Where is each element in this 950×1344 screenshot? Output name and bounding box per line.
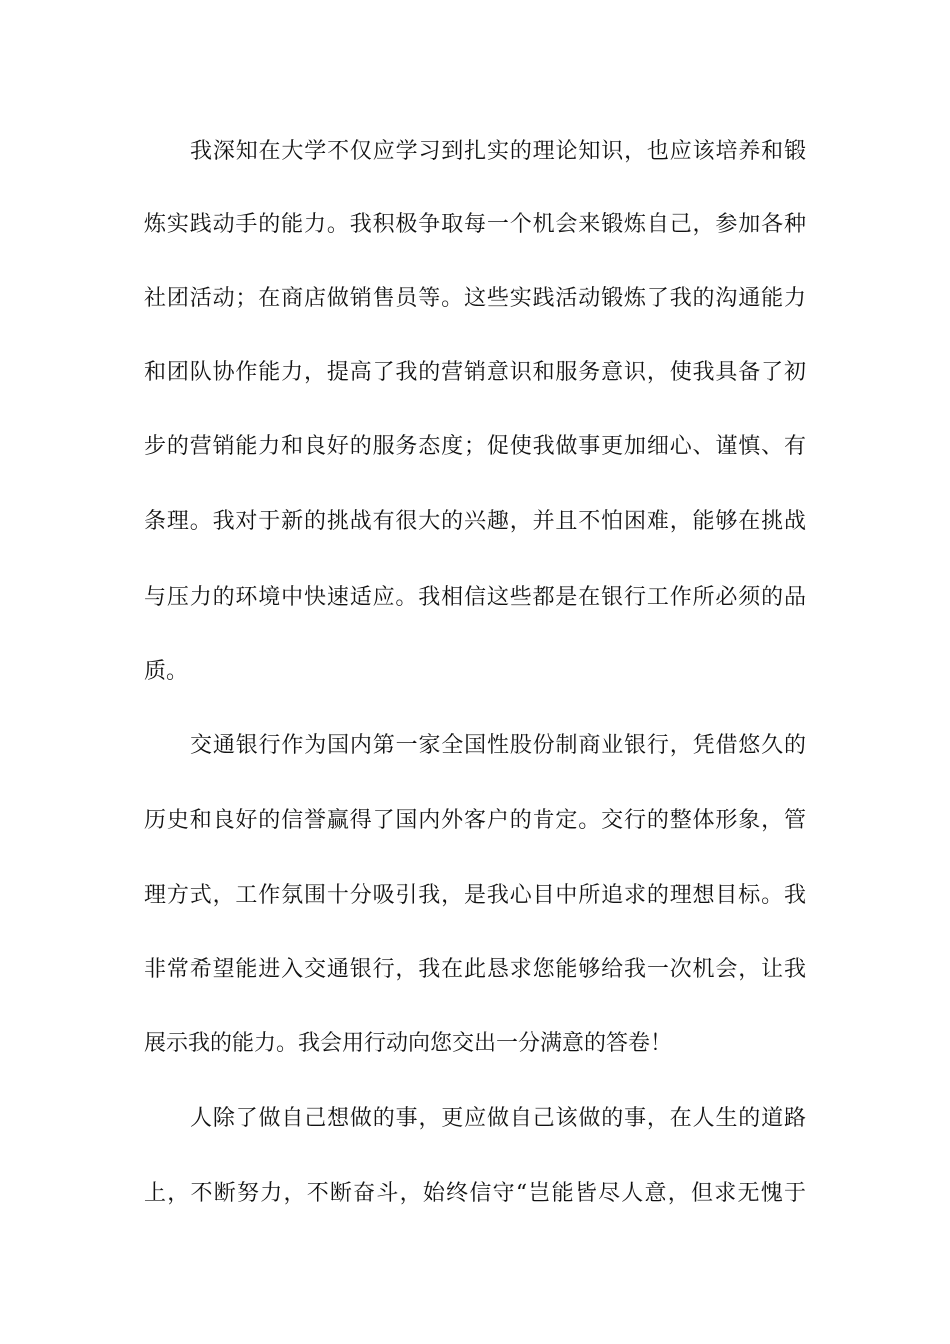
paragraph-1-line-7: 与压力的环境中快速适应。我相信这些都是在银行工作所必须的品 <box>144 585 806 610</box>
paragraph-2-line-1: 交通银行作为国内第一家全国性股份制商业银行，凭借悠久的 <box>190 733 806 758</box>
paragraph-2-line-2: 历史和良好的信誉赢得了国内外客户的肯定。交行的整体形象，管 <box>144 808 806 833</box>
paragraph-1-line-1: 我深知在大学不仅应学习到扎实的理论知识，也应该培养和锻 <box>190 139 806 164</box>
paragraph-1-line-2: 炼实践动手的能力。我积极争取每一个机会来锻炼自己，参加各种 <box>144 212 806 237</box>
paragraph-2-line-3: 理方式，工作氛围十分吸引我，是我心目中所追求的理想目标。我 <box>144 883 806 908</box>
paragraph-1-line-3: 社团活动；在商店做销售员等。这些实践活动锻炼了我的沟通能力 <box>144 286 806 311</box>
paragraph-1-line-8: 质。 <box>144 659 189 684</box>
paragraph-3-line-2: 上，不断努力，不断奋斗，始终信守“岂能皆尽人意，但求无愧于 <box>144 1181 806 1206</box>
paragraph-2-line-4: 非常希望能进入交通银行，我在此恳求您能够给我一次机会，让我 <box>144 957 806 982</box>
paragraph-1-line-4: 和团队协作能力，提高了我的营销意识和服务意识，使我具备了初 <box>144 360 806 385</box>
paragraph-3-line-1: 人除了做自己想做的事，更应做自己该做的事，在人生的道路 <box>190 1106 806 1131</box>
paragraph-1-line-6: 条理。我对于新的挑战有很大的兴趣，并且不怕困难，能够在挑战 <box>144 509 806 534</box>
paragraph-2-line-5: 展示我的能力。我会用行动向您交出一分满意的答卷！ <box>144 1031 673 1056</box>
paragraph-1-line-5: 步的营销能力和良好的服务态度；促使我做事更加细心、谨慎、有 <box>144 434 806 459</box>
